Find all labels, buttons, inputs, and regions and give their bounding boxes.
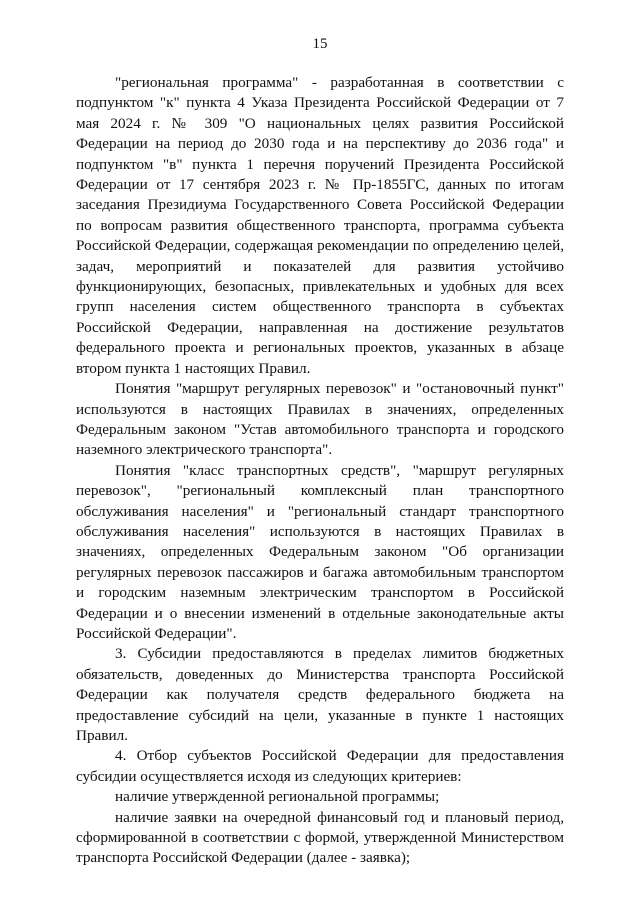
paragraph-vehicle-class-terms: Понятия "класс транспортных средств", "маршрут регулярных перевозок", "региональный комплексный план транспортного обслуживания населения" и "региональный стандарт транспортного обслуживания населения" используются в настоящих Правилах в значениях, определенных Федеральным законом "Об организации регулярных перевозок пассажиров и багажа автомобильным транспортом и городским наземным электрическим транспортом в Российской Федерации и о внесении изменений в отдельные законодательные акты Российской Федерации". [76,461,564,642]
page-number: 15 [312,36,328,52]
paragraph-item-4-selection-criteria: 4. Отбор субъектов Российской Федерации для предоставления субсидии осуществляется исходя из следующих критериев: [76,747,564,785]
document-body [76,73,564,869]
criterion-approved-program: наличие утвержденной региональной программы; [115,788,440,806]
paragraph-regional-program-definition: "региональная программа" - разработанная в соответствии с подпунктом "к" пункта 4 Указа Президента Российской Федерации от 7 мая 2024 г. № 309 "О национальных целях развития Российской Федерации на период до 2030 года и на перспективу до 2036 года" и подпунктом "в" пункта 1 перечня поручений Президента Российской Федерации от 17 сентября 2023 г. № Пр-1855ГС, данных по итогам заседания Президиума Государственного Совета Российской Федерации по вопросам развития общественного транспорта, программа субъекта Российской Федерации, содержащая рекомендации по определению целей, задач, мероприятий и показателей для развития устойчиво функционирующих, безопасных, привлекательных и удобных для всех групп населения систем общественного транспорта в субъектах Российской Федерации, направленная на достижение результатов федерального проекта и региональных проектов, указанных в абзаце втором пункта 1 настоящих Правил. [76,74,564,377]
criterion-application: наличие заявки на очередной финансовый год и плановый период, сформированной в соответствии с формой, утвержденной Министерством транспорта Российской Федерации (далее - заявка); [76,808,564,867]
paragraph-route-and-stop-terms: Понятия "маршрут регулярных перевозок" и "остановочный пункт" используются в настоящих Правилах в значениях, определенных Федеральным законом "Устав автомобильного транспорта и городского наземного электрического транспорта". [76,380,564,459]
paragraph-item-3-subsidy-limits: 3. Субсидии предоставляются в пределах лимитов бюджетных обязательств, доведенных до Министерства транспорта Российской Федерации как получателя средств федерального бюджета на предоставление субсидий на цели, указанные в пункте 1 настоящих Правил. [76,645,564,744]
